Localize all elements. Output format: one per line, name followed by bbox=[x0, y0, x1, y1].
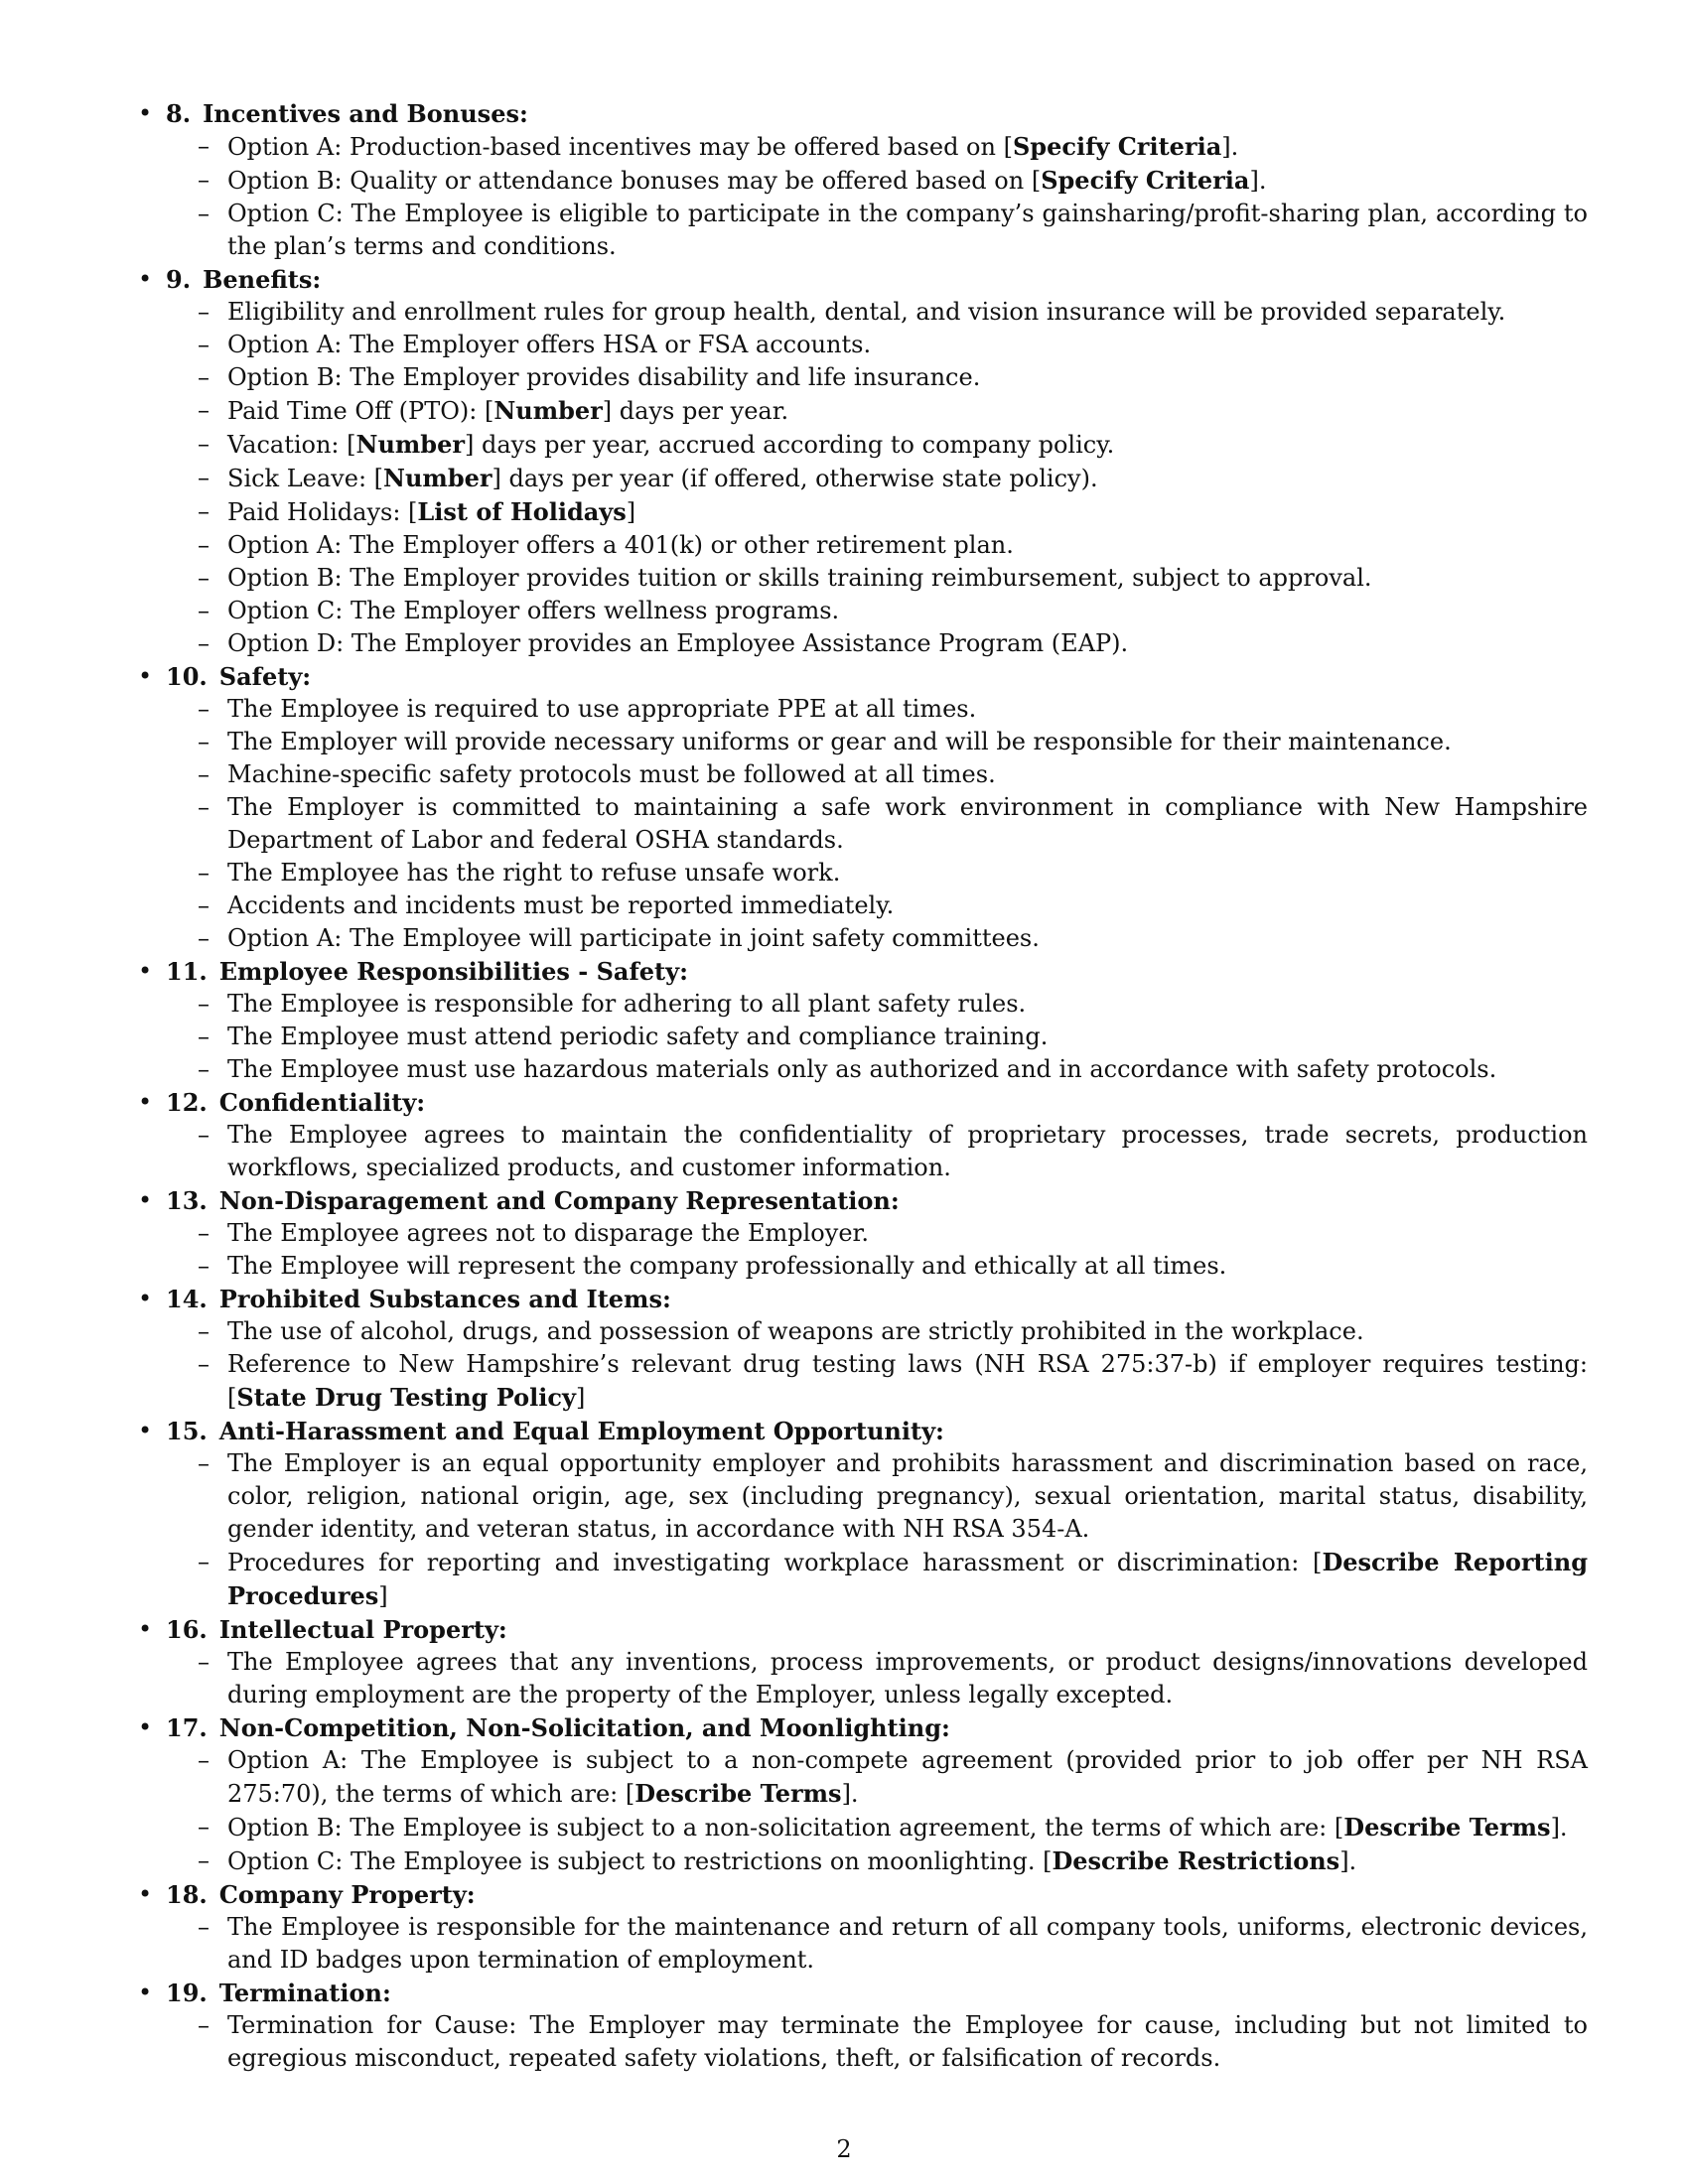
document-body bbox=[138, 97, 1588, 2075]
dash-marker: – bbox=[198, 1746, 210, 1774]
section-title: Benefits: bbox=[203, 265, 322, 294]
dash-marker: – bbox=[198, 924, 210, 952]
section-number: 16. bbox=[166, 1615, 208, 1644]
list-item bbox=[138, 296, 1588, 329]
dash-marker: – bbox=[198, 464, 210, 491]
dash-marker: – bbox=[198, 760, 210, 788]
list-item bbox=[138, 693, 1588, 726]
section-heading bbox=[138, 1086, 1588, 1119]
item-text: The Employer is committed to maintaining a safe work environment in compliance with New Hampshire Department of Labor and federal OSHA standards. bbox=[227, 793, 1588, 854]
dash-marker: – bbox=[198, 597, 210, 624]
list-item bbox=[138, 361, 1588, 394]
item-text: The use of alcohol, drugs, and possession of weapons are strictly prohibited in the workplace. bbox=[227, 1317, 1364, 1345]
section bbox=[138, 955, 1588, 1086]
section-heading bbox=[138, 263, 1588, 296]
item-text-after: ] bbox=[378, 1582, 388, 1610]
item-text: The Employer is an equal opportunity employer and prohibits harassment and discrimination based on race, color, religion, national origin, age, sex (including pregnancy), sexual orientation, marital status, disability, gender identity, and veteran status, in accordance with NH RSA 354-A. bbox=[227, 1449, 1588, 1543]
section-number: 9. bbox=[166, 265, 192, 294]
bullet-marker: • bbox=[138, 1880, 153, 1908]
section-heading bbox=[138, 660, 1588, 693]
list-item bbox=[138, 462, 1588, 495]
dash-marker: – bbox=[198, 396, 210, 424]
item-text: Termination for Cause: The Employer may terminate the Employee for cause, including but not limited to egregious misconduct, repeated safety violations, theft, or falsification of records. bbox=[227, 2011, 1588, 2072]
section bbox=[138, 1711, 1588, 1878]
dash-marker: – bbox=[198, 1548, 210, 1575]
dash-marker: – bbox=[198, 2011, 210, 2039]
bullet-marker: • bbox=[138, 662, 153, 690]
list-item bbox=[138, 1911, 1588, 1977]
section-title: Prohibited Substances and Items: bbox=[218, 1285, 671, 1313]
section-title: Safety: bbox=[218, 662, 312, 691]
item-text: Option B: Quality or attendance bonuses may be offered based on [ bbox=[227, 167, 1042, 195]
section bbox=[138, 97, 1588, 263]
placeholder-field: Describe Reporting Procedures bbox=[227, 1548, 1588, 1610]
item-text: The Employee is responsible for the maintenance and return of all company tools, uniforms, electronic devices, and ID badges upon termination of employment. bbox=[227, 1913, 1588, 1974]
placeholder-field: Describe Restrictions bbox=[1052, 1846, 1340, 1875]
section-number: 8. bbox=[166, 99, 192, 128]
list-item bbox=[138, 2009, 1588, 2075]
dash-marker: – bbox=[198, 891, 210, 919]
section-items bbox=[138, 1744, 1588, 1878]
dash-marker: – bbox=[198, 298, 210, 326]
list-item bbox=[138, 1315, 1588, 1348]
list-item bbox=[138, 1447, 1588, 1546]
dash-marker: – bbox=[198, 1648, 210, 1676]
section bbox=[138, 1283, 1588, 1415]
section-heading bbox=[138, 955, 1588, 988]
item-text: Option D: The Employer provides an Employee Assistance Program (EAP). bbox=[227, 629, 1129, 657]
dash-marker: – bbox=[198, 1317, 210, 1345]
section-items bbox=[138, 1119, 1588, 1184]
section-number: 18. bbox=[166, 1880, 208, 1909]
placeholder-field: Number bbox=[383, 464, 492, 492]
item-text: Option C: The Employee is eligible to participate in the company’s gainsharing/profit-sharing plan, according to the plan’s terms and conditions. bbox=[227, 200, 1588, 260]
list-item bbox=[138, 164, 1588, 198]
section-items bbox=[138, 693, 1588, 955]
item-text: The Employee must attend periodic safety and compliance training. bbox=[227, 1023, 1049, 1050]
item-text-after: ] days per year (if offered, otherwise state policy). bbox=[492, 465, 1098, 492]
section-items bbox=[138, 2009, 1588, 2075]
section-items bbox=[138, 296, 1588, 660]
dash-marker: – bbox=[198, 859, 210, 887]
section bbox=[138, 1977, 1588, 2075]
list-item bbox=[138, 1119, 1588, 1184]
section-heading bbox=[138, 1711, 1588, 1744]
placeholder-field: Specify Criteria bbox=[1041, 166, 1250, 195]
section-heading bbox=[138, 1415, 1588, 1447]
section bbox=[138, 1878, 1588, 1977]
list-item bbox=[138, 889, 1588, 922]
section-number: 10. bbox=[166, 662, 208, 691]
item-text: Option C: The Employee is subject to restrictions on moonlighting. [ bbox=[227, 1847, 1053, 1875]
item-text: The Employer will provide necessary uniforms or gear and will be responsible for their maintenance. bbox=[227, 728, 1452, 755]
bullet-marker: • bbox=[138, 1615, 153, 1643]
dash-marker: – bbox=[198, 363, 210, 391]
dash-marker: – bbox=[198, 629, 210, 657]
list-item bbox=[138, 1546, 1588, 1613]
section-heading bbox=[138, 1184, 1588, 1217]
section-items bbox=[138, 1646, 1588, 1711]
section-number: 15. bbox=[166, 1417, 208, 1445]
section-title: Non-Disparagement and Company Representation: bbox=[218, 1186, 900, 1215]
item-text: The Employee will represent the company professionally and ethically at all times. bbox=[227, 1252, 1227, 1280]
dash-marker: – bbox=[198, 1219, 210, 1247]
section-number: 11. bbox=[166, 957, 208, 986]
bullet-marker: • bbox=[138, 265, 153, 293]
list-item bbox=[138, 1053, 1588, 1086]
list-item bbox=[138, 562, 1588, 595]
section-heading bbox=[138, 1283, 1588, 1315]
item-text: Option B: The Employer provides tuition or skills training reimbursement, subject to approval. bbox=[227, 564, 1372, 592]
section-items bbox=[138, 130, 1588, 263]
item-text: Option A: Production-based incentives may be offered based on [ bbox=[227, 133, 1013, 161]
section-number: 13. bbox=[166, 1186, 208, 1215]
list-item bbox=[138, 922, 1588, 955]
item-text: Option A: The Employee is subject to a non-compete agreement (provided prior to job offer per NH RSA 275:70), the terms of which are: [ bbox=[227, 1746, 1588, 1808]
dash-marker: – bbox=[198, 497, 210, 525]
dash-marker: – bbox=[198, 564, 210, 592]
item-text-after: ] bbox=[626, 498, 636, 526]
section-items bbox=[138, 988, 1588, 1086]
list-item bbox=[138, 791, 1588, 857]
dash-marker: – bbox=[198, 695, 210, 723]
dash-marker: – bbox=[198, 1813, 210, 1841]
list-item bbox=[138, 495, 1588, 529]
section-title: Company Property: bbox=[218, 1880, 476, 1909]
list-item bbox=[138, 1811, 1588, 1844]
dash-marker: – bbox=[198, 132, 210, 160]
item-text: Option C: The Employer offers wellness programs. bbox=[227, 597, 840, 624]
bullet-marker: • bbox=[138, 1713, 153, 1741]
item-text: Paid Time Off (PTO): [ bbox=[227, 397, 494, 425]
dash-marker: – bbox=[198, 331, 210, 358]
list-item bbox=[138, 595, 1588, 627]
section-heading bbox=[138, 1977, 1588, 2009]
item-text: The Employee is responsible for adhering to all plant safety rules. bbox=[227, 990, 1027, 1018]
list-item bbox=[138, 1348, 1588, 1415]
item-text: Machine-specific safety protocols must be followed at all times. bbox=[227, 760, 996, 788]
item-text: Option A: The Employer offers a 401(k) or other retirement plan. bbox=[227, 531, 1014, 559]
item-text-after: ]. bbox=[1550, 1814, 1568, 1842]
item-text-after: ]. bbox=[1249, 167, 1267, 195]
dash-marker: – bbox=[198, 990, 210, 1018]
section bbox=[138, 660, 1588, 955]
list-item bbox=[138, 627, 1588, 660]
page-number: 2 bbox=[836, 2135, 852, 2163]
item-text: Option A: The Employee will participate in joint safety committees. bbox=[227, 924, 1040, 952]
item-text: Option A: The Employer offers HSA or FSA accounts. bbox=[227, 331, 872, 358]
bullet-marker: • bbox=[138, 1186, 153, 1214]
list-item bbox=[138, 1217, 1588, 1250]
placeholder-field: Describe Terms bbox=[634, 1779, 842, 1808]
item-text: Option B: The Employee is subject to a non-solicitation agreement, the terms of which are: [ bbox=[227, 1814, 1344, 1842]
bullet-marker: • bbox=[138, 1088, 153, 1116]
section-title: Confidentiality: bbox=[218, 1088, 426, 1117]
dash-marker: – bbox=[198, 1913, 210, 1941]
item-text: The Employee agrees that any inventions, process improvements, or product designs/innovations developed during employment are the property of the Employer, unless legally excepted. bbox=[227, 1648, 1588, 1708]
item-text-after: ]. bbox=[1339, 1847, 1357, 1875]
list-item bbox=[138, 1250, 1588, 1283]
list-item bbox=[138, 857, 1588, 889]
dash-marker: – bbox=[198, 1350, 210, 1378]
placeholder-field: Number bbox=[493, 396, 603, 425]
list-item bbox=[138, 988, 1588, 1021]
list-item bbox=[138, 1021, 1588, 1053]
list-item bbox=[138, 758, 1588, 791]
section-number: 12. bbox=[166, 1088, 208, 1117]
item-text-after: ]. bbox=[1221, 133, 1239, 161]
item-text: Vacation: [ bbox=[227, 431, 356, 459]
item-text: Reference to New Hampshire’s relevant drug testing laws (NH RSA 275:37-b) if employer requires testing: [ bbox=[227, 1350, 1588, 1412]
section bbox=[138, 1184, 1588, 1283]
dash-marker: – bbox=[198, 1449, 210, 1477]
section-items bbox=[138, 1911, 1588, 1977]
section-heading bbox=[138, 1613, 1588, 1646]
section-title: Non-Competition, Non-Solicitation, and Moonlighting: bbox=[218, 1713, 950, 1742]
list-item bbox=[138, 394, 1588, 428]
item-text: Sick Leave: [ bbox=[227, 465, 384, 492]
list-item bbox=[138, 1744, 1588, 1811]
section-heading bbox=[138, 1878, 1588, 1911]
section-heading bbox=[138, 97, 1588, 130]
bullet-marker: • bbox=[138, 99, 153, 127]
section-number: 14. bbox=[166, 1285, 208, 1313]
section-title: Intellectual Property: bbox=[218, 1615, 507, 1644]
item-text: The Employee must use hazardous materials only as authorized and in accordance with safety protocols. bbox=[227, 1055, 1497, 1083]
placeholder-field: List of Holidays bbox=[417, 497, 627, 526]
section-items bbox=[138, 1447, 1588, 1613]
list-item bbox=[138, 1646, 1588, 1711]
placeholder-field: Number bbox=[355, 430, 465, 459]
dash-marker: – bbox=[198, 1846, 210, 1874]
section bbox=[138, 1415, 1588, 1613]
item-text: Procedures for reporting and investigating workplace harassment or discrimination: [ bbox=[227, 1549, 1323, 1576]
list-item bbox=[138, 529, 1588, 562]
bullet-marker: • bbox=[138, 1979, 153, 2006]
bullet-marker: • bbox=[138, 1285, 153, 1312]
item-text: The Employee has the right to refuse unsafe work. bbox=[227, 859, 841, 887]
dash-marker: – bbox=[198, 1252, 210, 1280]
item-text: Eligibility and enrollment rules for group health, dental, and vision insurance will be provided separately. bbox=[227, 298, 1506, 326]
dash-marker: – bbox=[198, 1055, 210, 1083]
section-title: Employee Responsibilities - Safety: bbox=[218, 957, 688, 986]
section bbox=[138, 263, 1588, 660]
list-item bbox=[138, 198, 1588, 263]
bullet-marker: • bbox=[138, 1417, 153, 1444]
section bbox=[138, 1086, 1588, 1184]
section-title: Incentives and Bonuses: bbox=[203, 99, 528, 128]
item-text: The Employee is required to use appropriate PPE at all times. bbox=[227, 695, 977, 723]
section-title: Termination: bbox=[218, 1979, 391, 2007]
dash-marker: – bbox=[198, 1023, 210, 1050]
dash-marker: – bbox=[198, 793, 210, 821]
dash-marker: – bbox=[198, 728, 210, 755]
item-text: The Employee agrees not to disparage the Employer. bbox=[227, 1219, 869, 1247]
section-items bbox=[138, 1315, 1588, 1415]
dash-marker: – bbox=[198, 430, 210, 458]
section-number: 17. bbox=[166, 1713, 208, 1742]
list-item bbox=[138, 726, 1588, 758]
item-text: The Employee agrees to maintain the confidentiality of proprietary processes, trade secrets, production workflows, specialized products, and customer information. bbox=[227, 1121, 1588, 1181]
placeholder-field: Describe Terms bbox=[1343, 1813, 1551, 1842]
item-text: Option B: The Employer provides disability and life insurance. bbox=[227, 363, 981, 391]
placeholder-field: Specify Criteria bbox=[1012, 132, 1222, 161]
dash-marker: – bbox=[198, 1121, 210, 1149]
item-text: Accidents and incidents must be reported immediately. bbox=[227, 891, 895, 919]
section-number: 19. bbox=[166, 1979, 208, 2007]
section-title: Anti-Harassment and Equal Employment Opportunity: bbox=[218, 1417, 944, 1445]
item-text: Paid Holidays: [ bbox=[227, 498, 418, 526]
list-item bbox=[138, 130, 1588, 164]
item-text-after: ]. bbox=[841, 1780, 859, 1808]
dash-marker: – bbox=[198, 166, 210, 194]
item-text-after: ] days per year, accrued according to company policy. bbox=[464, 431, 1115, 459]
list-item bbox=[138, 1844, 1588, 1878]
item-text-after: ] bbox=[575, 1384, 586, 1412]
list-item bbox=[138, 428, 1588, 462]
section bbox=[138, 1613, 1588, 1711]
dash-marker: – bbox=[198, 531, 210, 559]
bullet-marker: • bbox=[138, 957, 153, 985]
section-items bbox=[138, 1217, 1588, 1283]
dash-marker: – bbox=[198, 200, 210, 227]
item-text-after: ] days per year. bbox=[602, 397, 789, 425]
list-item bbox=[138, 329, 1588, 361]
placeholder-field: State Drug Testing Policy bbox=[236, 1383, 576, 1412]
